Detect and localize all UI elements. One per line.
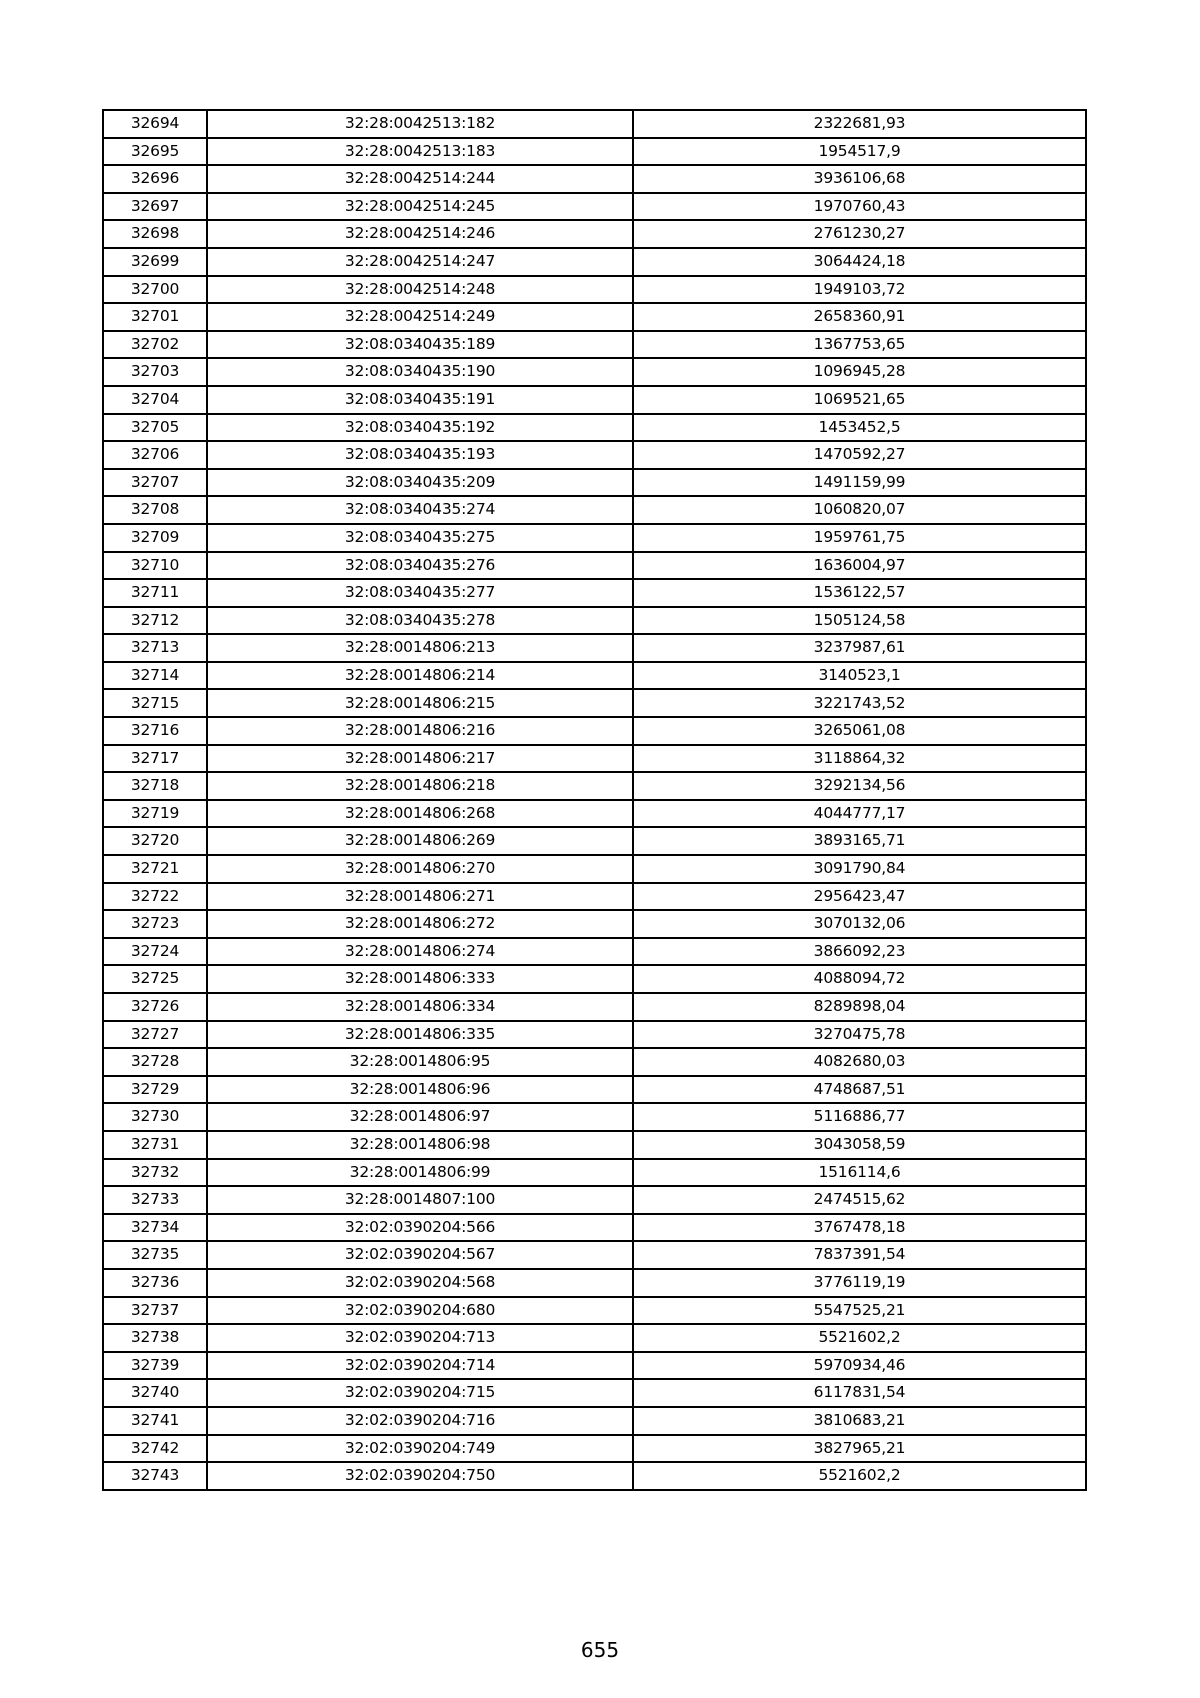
cadastral-number-cell: 32:28:0042513:183 xyxy=(207,138,633,166)
cadastral-number-cell: 32:08:0340435:278 xyxy=(207,607,633,635)
row-index-cell: 32704 xyxy=(103,386,207,414)
cadastral-value-cell: 3043058,59 xyxy=(633,1131,1086,1159)
cadastral-value-cell: 4082680,03 xyxy=(633,1048,1086,1076)
table-row xyxy=(103,993,1086,1021)
row-index-cell: 32721 xyxy=(103,855,207,883)
cadastral-number-cell: 32:08:0340435:193 xyxy=(207,441,633,469)
cadastral-value-cell: 5970934,46 xyxy=(633,1352,1086,1380)
cadastral-value-cell: 1970760,43 xyxy=(633,193,1086,221)
row-index-cell: 32723 xyxy=(103,910,207,938)
row-index-cell: 32729 xyxy=(103,1076,207,1104)
cadastral-number-cell: 32:02:0390204:566 xyxy=(207,1214,633,1242)
cadastral-value-cell: 2474515,62 xyxy=(633,1186,1086,1214)
row-index-cell: 32716 xyxy=(103,717,207,745)
cadastral-number-cell: 32:28:0014806:98 xyxy=(207,1131,633,1159)
cadastral-number-cell: 32:28:0014806:268 xyxy=(207,800,633,828)
row-index-cell: 32739 xyxy=(103,1352,207,1380)
cadastral-value-cell: 3070132,06 xyxy=(633,910,1086,938)
row-index-cell: 32714 xyxy=(103,662,207,690)
cadastral-value-cell: 2322681,93 xyxy=(633,110,1086,138)
row-index-cell: 32699 xyxy=(103,248,207,276)
table-row xyxy=(103,662,1086,690)
row-index-cell: 32708 xyxy=(103,496,207,524)
row-index-cell: 32738 xyxy=(103,1324,207,1352)
cadastral-value-cell: 3221743,52 xyxy=(633,689,1086,717)
cadastral-number-cell: 32:08:0340435:274 xyxy=(207,496,633,524)
table-row xyxy=(103,634,1086,662)
table-row xyxy=(103,1214,1086,1242)
cadastral-number-cell: 32:02:0390204:713 xyxy=(207,1324,633,1352)
cadastral-value-cell: 1470592,27 xyxy=(633,441,1086,469)
cadastral-value-cell: 1060820,07 xyxy=(633,496,1086,524)
cadastral-number-cell: 32:28:0014806:272 xyxy=(207,910,633,938)
row-index-cell: 32696 xyxy=(103,165,207,193)
cadastral-number-cell: 32:02:0390204:568 xyxy=(207,1269,633,1297)
cadastral-value-cell: 1516114,6 xyxy=(633,1159,1086,1187)
table-row xyxy=(103,358,1086,386)
cadastral-value-cell: 3064424,18 xyxy=(633,248,1086,276)
cadastral-number-cell: 32:02:0390204:714 xyxy=(207,1352,633,1380)
cadastral-value-cell: 1491159,99 xyxy=(633,469,1086,497)
table-row xyxy=(103,1462,1086,1490)
table-row xyxy=(103,689,1086,717)
table-row xyxy=(103,303,1086,331)
table-row xyxy=(103,1021,1086,1049)
cadastral-number-cell: 32:28:0014806:333 xyxy=(207,965,633,993)
table-row xyxy=(103,1159,1086,1187)
table-row xyxy=(103,1297,1086,1325)
cadastral-number-cell: 32:02:0390204:567 xyxy=(207,1241,633,1269)
cadastral-value-cell: 3091790,84 xyxy=(633,855,1086,883)
cadastral-value-cell: 4044777,17 xyxy=(633,800,1086,828)
table-row xyxy=(103,441,1086,469)
cadastral-value-cell: 1453452,5 xyxy=(633,414,1086,442)
cadastral-number-cell: 32:28:0014806:335 xyxy=(207,1021,633,1049)
row-index-cell: 32697 xyxy=(103,193,207,221)
cadastral-value-cell: 3776119,19 xyxy=(633,1269,1086,1297)
row-index-cell: 32736 xyxy=(103,1269,207,1297)
cadastral-value-cell: 3936106,68 xyxy=(633,165,1086,193)
row-index-cell: 32710 xyxy=(103,552,207,580)
row-index-cell: 32727 xyxy=(103,1021,207,1049)
table-row xyxy=(103,193,1086,221)
table-row xyxy=(103,1379,1086,1407)
cadastral-value-cell: 4088094,72 xyxy=(633,965,1086,993)
cadastral-number-cell: 32:28:0014806:216 xyxy=(207,717,633,745)
cadastral-value-cell: 1959761,75 xyxy=(633,524,1086,552)
cadastral-value-cell: 3767478,18 xyxy=(633,1214,1086,1242)
cadastral-number-cell: 32:08:0340435:189 xyxy=(207,331,633,359)
cadastral-value-cell: 1636004,97 xyxy=(633,552,1086,580)
cadastral-value-cell: 5547525,21 xyxy=(633,1297,1086,1325)
row-index-cell: 32712 xyxy=(103,607,207,635)
row-index-cell: 32740 xyxy=(103,1379,207,1407)
cadastral-number-cell: 32:08:0340435:191 xyxy=(207,386,633,414)
row-index-cell: 32717 xyxy=(103,745,207,773)
cadastral-number-cell: 32:28:0014806:213 xyxy=(207,634,633,662)
table-row xyxy=(103,469,1086,497)
row-index-cell: 32703 xyxy=(103,358,207,386)
cadastral-number-cell: 32:28:0014806:99 xyxy=(207,1159,633,1187)
table-row xyxy=(103,1241,1086,1269)
table-row xyxy=(103,910,1086,938)
row-index-cell: 32694 xyxy=(103,110,207,138)
cadastral-number-cell: 32:28:0014806:95 xyxy=(207,1048,633,1076)
table-row xyxy=(103,1324,1086,1352)
cadastral-value-cell: 1505124,58 xyxy=(633,607,1086,635)
row-index-cell: 32724 xyxy=(103,938,207,966)
table-row xyxy=(103,1407,1086,1435)
row-index-cell: 32705 xyxy=(103,414,207,442)
cadastral-number-cell: 32:08:0340435:192 xyxy=(207,414,633,442)
cadastral-number-cell: 32:02:0390204:715 xyxy=(207,1379,633,1407)
cadastral-value-cell: 1367753,65 xyxy=(633,331,1086,359)
cadastral-value-cell: 7837391,54 xyxy=(633,1241,1086,1269)
cadastral-number-cell: 32:02:0390204:680 xyxy=(207,1297,633,1325)
cadastral-value-cell: 3270475,78 xyxy=(633,1021,1086,1049)
cadastral-value-cell: 2956423,47 xyxy=(633,883,1086,911)
row-index-cell: 32706 xyxy=(103,441,207,469)
table-row xyxy=(103,1269,1086,1297)
cadastral-number-cell: 32:28:0014806:97 xyxy=(207,1103,633,1131)
cadastral-number-cell: 32:28:0042514:246 xyxy=(207,220,633,248)
table-row xyxy=(103,552,1086,580)
cadastral-number-cell: 32:08:0340435:209 xyxy=(207,469,633,497)
cadastral-value-cell: 1096945,28 xyxy=(633,358,1086,386)
table-body xyxy=(103,110,1086,1490)
cadastral-number-cell: 32:28:0014806:96 xyxy=(207,1076,633,1104)
cadastral-number-cell: 32:28:0042514:248 xyxy=(207,276,633,304)
cadastral-value-cell: 3265061,08 xyxy=(633,717,1086,745)
cadastral-value-cell: 3810683,21 xyxy=(633,1407,1086,1435)
table-row xyxy=(103,883,1086,911)
table-row xyxy=(103,496,1086,524)
cadastral-value-cell: 5521602,2 xyxy=(633,1462,1086,1490)
table-row xyxy=(103,1186,1086,1214)
cadastral-number-cell: 32:28:0014807:100 xyxy=(207,1186,633,1214)
row-index-cell: 32701 xyxy=(103,303,207,331)
cadastral-value-cell: 3118864,32 xyxy=(633,745,1086,773)
table-row xyxy=(103,745,1086,773)
table-row xyxy=(103,607,1086,635)
row-index-cell: 32742 xyxy=(103,1435,207,1463)
table-row xyxy=(103,276,1086,304)
row-index-cell: 32722 xyxy=(103,883,207,911)
row-index-cell: 32726 xyxy=(103,993,207,1021)
table-row xyxy=(103,579,1086,607)
table-row xyxy=(103,800,1086,828)
cadastral-number-cell: 32:28:0014806:334 xyxy=(207,993,633,1021)
row-index-cell: 32695 xyxy=(103,138,207,166)
cadastral-value-cell: 1069521,65 xyxy=(633,386,1086,414)
row-index-cell: 32718 xyxy=(103,772,207,800)
row-index-cell: 32733 xyxy=(103,1186,207,1214)
table-row xyxy=(103,165,1086,193)
cadastral-value-table xyxy=(102,109,1087,1491)
cadastral-number-cell: 32:28:0014806:218 xyxy=(207,772,633,800)
table-row xyxy=(103,248,1086,276)
table-row xyxy=(103,138,1086,166)
cadastral-value-cell: 6117831,54 xyxy=(633,1379,1086,1407)
row-index-cell: 32707 xyxy=(103,469,207,497)
cadastral-number-cell: 32:28:0014806:214 xyxy=(207,662,633,690)
cadastral-value-cell: 3237987,61 xyxy=(633,634,1086,662)
cadastral-number-cell: 32:28:0042514:249 xyxy=(207,303,633,331)
cadastral-number-cell: 32:02:0390204:749 xyxy=(207,1435,633,1463)
table-row xyxy=(103,1435,1086,1463)
page-number: 655 xyxy=(580,1638,620,1662)
cadastral-value-cell: 1536122,57 xyxy=(633,579,1086,607)
table-row xyxy=(103,414,1086,442)
cadastral-number-cell: 32:02:0390204:750 xyxy=(207,1462,633,1490)
cadastral-value-cell: 1954517,9 xyxy=(633,138,1086,166)
row-index-cell: 32741 xyxy=(103,1407,207,1435)
cadastral-number-cell: 32:28:0014806:269 xyxy=(207,827,633,855)
table-row xyxy=(103,331,1086,359)
row-index-cell: 32728 xyxy=(103,1048,207,1076)
cadastral-value-cell: 1949103,72 xyxy=(633,276,1086,304)
cadastral-number-cell: 32:28:0042513:182 xyxy=(207,110,633,138)
cadastral-value-cell: 2761230,27 xyxy=(633,220,1086,248)
table-row xyxy=(103,772,1086,800)
cadastral-number-cell: 32:28:0014806:270 xyxy=(207,855,633,883)
cadastral-value-cell: 5116886,77 xyxy=(633,1103,1086,1131)
row-index-cell: 32731 xyxy=(103,1131,207,1159)
table-row xyxy=(103,965,1086,993)
cadastral-number-cell: 32:28:0042514:247 xyxy=(207,248,633,276)
cadastral-value-cell: 3893165,71 xyxy=(633,827,1086,855)
cadastral-value-cell: 2658360,91 xyxy=(633,303,1086,331)
cadastral-number-cell: 32:28:0042514:245 xyxy=(207,193,633,221)
cadastral-value-cell: 8289898,04 xyxy=(633,993,1086,1021)
table-row xyxy=(103,855,1086,883)
row-index-cell: 32720 xyxy=(103,827,207,855)
row-index-cell: 32713 xyxy=(103,634,207,662)
table-row xyxy=(103,1352,1086,1380)
cadastral-value-cell: 3292134,56 xyxy=(633,772,1086,800)
row-index-cell: 32735 xyxy=(103,1241,207,1269)
row-index-cell: 32709 xyxy=(103,524,207,552)
cadastral-number-cell: 32:08:0340435:276 xyxy=(207,552,633,580)
cadastral-number-cell: 32:28:0014806:271 xyxy=(207,883,633,911)
cadastral-value-cell: 3827965,21 xyxy=(633,1435,1086,1463)
cadastral-value-cell: 4748687,51 xyxy=(633,1076,1086,1104)
row-index-cell: 32715 xyxy=(103,689,207,717)
cadastral-number-cell: 32:28:0014806:274 xyxy=(207,938,633,966)
row-index-cell: 32711 xyxy=(103,579,207,607)
cadastral-number-cell: 32:08:0340435:277 xyxy=(207,579,633,607)
cadastral-number-cell: 32:08:0340435:275 xyxy=(207,524,633,552)
table-row xyxy=(103,717,1086,745)
table-row xyxy=(103,938,1086,966)
row-index-cell: 32698 xyxy=(103,220,207,248)
cadastral-value-cell: 3140523,1 xyxy=(633,662,1086,690)
row-index-cell: 32732 xyxy=(103,1159,207,1187)
table-row xyxy=(103,1076,1086,1104)
table-row xyxy=(103,1048,1086,1076)
row-index-cell: 32743 xyxy=(103,1462,207,1490)
cadastral-value-cell: 3866092,23 xyxy=(633,938,1086,966)
cadastral-number-cell: 32:28:0014806:215 xyxy=(207,689,633,717)
cadastral-number-cell: 32:02:0390204:716 xyxy=(207,1407,633,1435)
table-row xyxy=(103,110,1086,138)
cadastral-number-cell: 32:28:0042514:244 xyxy=(207,165,633,193)
row-index-cell: 32737 xyxy=(103,1297,207,1325)
table-row xyxy=(103,827,1086,855)
row-index-cell: 32700 xyxy=(103,276,207,304)
cadastral-value-cell: 5521602,2 xyxy=(633,1324,1086,1352)
table-row xyxy=(103,524,1086,552)
table-row xyxy=(103,1103,1086,1131)
cadastral-number-cell: 32:28:0014806:217 xyxy=(207,745,633,773)
row-index-cell: 32702 xyxy=(103,331,207,359)
table-row xyxy=(103,220,1086,248)
row-index-cell: 32725 xyxy=(103,965,207,993)
row-index-cell: 32719 xyxy=(103,800,207,828)
table-row xyxy=(103,1131,1086,1159)
cadastral-number-cell: 32:08:0340435:190 xyxy=(207,358,633,386)
row-index-cell: 32730 xyxy=(103,1103,207,1131)
table-row xyxy=(103,386,1086,414)
row-index-cell: 32734 xyxy=(103,1214,207,1242)
